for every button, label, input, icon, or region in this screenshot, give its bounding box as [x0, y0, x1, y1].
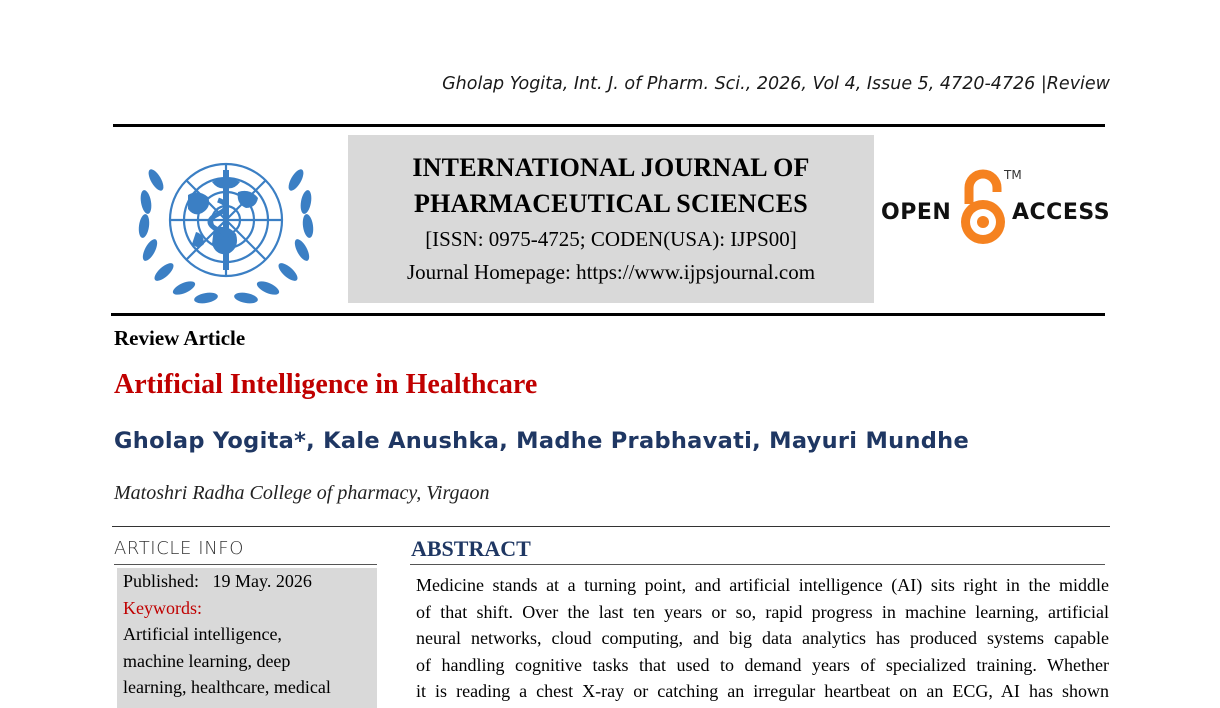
article-authors: Gholap Yogita*, Kale Anushka, Madhe Prabhavati, Mayuri Mundhe: [114, 428, 970, 454]
journal-homepage[interactable]: Journal Homepage: https://www.ijpsjournal.com: [406, 260, 816, 284]
banner-rule: [111, 313, 1105, 316]
keywords-line: machine learning, deep: [123, 650, 291, 671]
published-label: Published:: [123, 571, 200, 591]
journal-title-line2: PHARMACEUTICAL SCIENCES: [414, 189, 808, 218]
keywords-label: Keywords:: [123, 597, 202, 618]
un-world-emblem-icon: [126, 140, 326, 308]
keywords-line: learning, healthcare, medical: [123, 677, 331, 697]
citation-header: Gholap Yogita, Int. J. of Pharm. Sci., 2026, Vol 4, Issue 5, 4720-4726 |Review: [442, 74, 1110, 94]
header-rule: [113, 124, 1105, 127]
journal-issn: [ISSN: 0975-4725; CODEN(USA): IJPS00]: [425, 227, 797, 251]
journal-title-line1: INTERNATIONAL JOURNAL OF: [412, 153, 810, 182]
keywords-line: Artificial intelligence,: [123, 624, 282, 644]
abstract-line: of that shift. Over the last ten years or so, rapid progress in machine learning, artificial: [416, 601, 1109, 622]
abstract-rule: [410, 564, 1105, 565]
open-access-label-open: OPEN: [881, 200, 952, 225]
published-row: [123, 568, 377, 595]
published-date: 19 May. 2026: [212, 571, 312, 591]
abstract-body: [416, 572, 1109, 705]
abstract-line: it is reading a chest X-ray or catching an irregular heartbeat on an ECG, AI has shown: [416, 681, 1109, 701]
trademark-mark: TM: [1004, 168, 1022, 182]
open-access-label-access: ACCESS: [1012, 200, 1111, 225]
article-info-heading: ARTICLE INFO: [114, 538, 245, 559]
section-divider: [112, 526, 1110, 527]
article-info-box: [117, 568, 377, 708]
article-title: Artificial Intelligence in Healthcare: [114, 369, 538, 400]
article-type: Review Article: [114, 326, 246, 350]
journal-banner: [348, 135, 874, 303]
article-info-rule: [114, 564, 377, 565]
abstract-line: Medicine stands at a turning point, and artificial intelligence (AI) sits right in the middle: [416, 575, 1109, 595]
abstract-line: of handling cognitive tasks that used to demand years of specialized training. Whether: [416, 654, 1109, 675]
article-affiliation: Matoshri Radha College of pharmacy, Virgaon: [114, 482, 490, 504]
abstract-line: neural networks, cloud computing, and big data analytics has produced systems capable: [416, 628, 1109, 648]
abstract-heading: ABSTRACT: [411, 536, 531, 561]
